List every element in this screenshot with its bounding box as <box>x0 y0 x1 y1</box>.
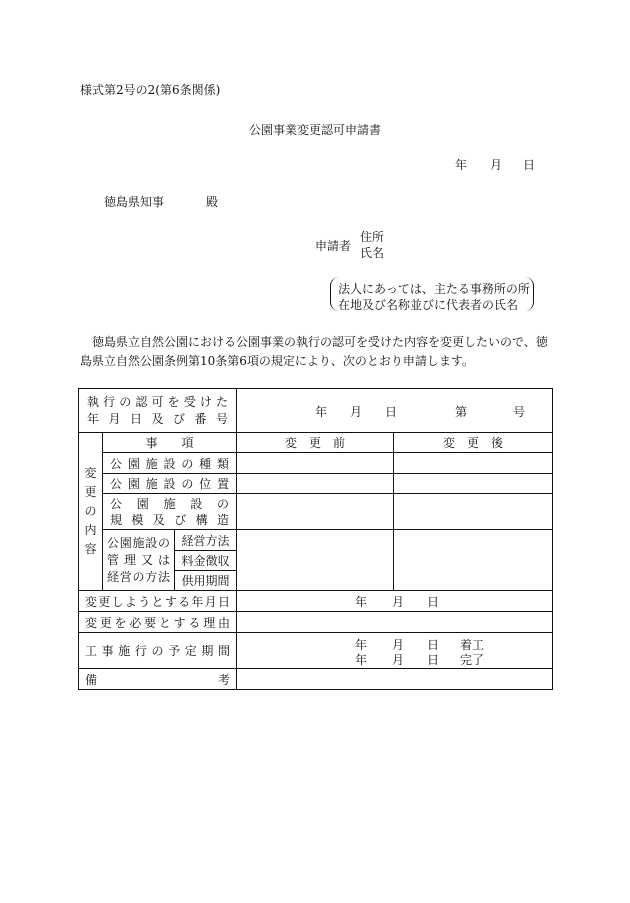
approval-year: 年 <box>315 404 328 419</box>
approval-row <box>79 389 553 433</box>
remarks-label: 備 考 <box>79 669 237 690</box>
facility-type-after[interactable] <box>394 453 553 474</box>
note-line-2: 在地及び名称並びに代表者の氏名 <box>338 298 519 312</box>
sub-item-period: 供用期間 <box>175 571 237 591</box>
change-content-label: 変 更 の 内 容 <box>79 433 103 591</box>
sub-item-fee: 料金徴収 <box>175 551 237 571</box>
period-value[interactable]: 年 月 日 着工 年 月 日 完了 <box>237 633 553 669</box>
period-row <box>79 633 553 669</box>
note-line-1: 法人にあっては、主たる事務所の所 <box>338 282 530 296</box>
management-row-1 <box>79 530 553 551</box>
facility-type-before[interactable] <box>237 453 394 474</box>
application-table <box>78 388 553 690</box>
approval-day: 日 <box>385 404 398 419</box>
date-day: 日 <box>523 158 536 172</box>
management-before[interactable] <box>237 530 394 591</box>
facility-scale-before[interactable] <box>237 494 394 530</box>
management-after[interactable] <box>394 530 553 591</box>
facility-location-label: 公園施設の位置 <box>103 474 237 494</box>
sub-item-operation: 経営方法 <box>175 530 237 551</box>
facility-location-after[interactable] <box>394 474 553 494</box>
approval-no-prefix: 第 <box>455 404 468 419</box>
change-date-label: 変更しようとする年月日 <box>79 591 237 612</box>
remarks-row <box>79 669 553 690</box>
date-year: 年 <box>455 158 468 172</box>
facility-location-before[interactable] <box>237 474 394 494</box>
applicant-label: 申請者 <box>315 239 352 253</box>
header-row <box>79 433 553 453</box>
document-title: 公園事業変更認可申請書 <box>248 123 381 137</box>
before-header: 変 更 前 <box>237 433 394 453</box>
body-paragraph: 徳島県立自然公園における公園事業の執行の認可を受けた内容を変更したいので、徳島県立自然公園条例第10条第6項の規定により、次のとおり申請します。 <box>80 335 548 368</box>
reason-value[interactable] <box>237 612 553 633</box>
approval-label-cell <box>79 389 237 433</box>
facility-scale-row <box>79 494 553 530</box>
date-month: 月 <box>490 158 503 172</box>
form-number: 様式第2号の2(第6条関係) <box>80 83 221 97</box>
period-label: 工事施行の予定期間 <box>79 633 237 669</box>
applicant-address-label: 住所 <box>360 230 385 244</box>
approval-no-suffix: 号 <box>513 404 526 419</box>
reason-row <box>79 612 553 633</box>
remarks-value[interactable] <box>237 669 553 690</box>
after-header: 変 更 後 <box>394 433 553 453</box>
facility-location-row <box>79 474 553 494</box>
honorific: 殿 <box>206 195 219 209</box>
change-date-row <box>79 591 553 612</box>
approval-month: 月 <box>350 404 363 419</box>
approval-label-line-1: 執行の認可を受けた <box>87 394 228 409</box>
applicant-name-label: 氏名 <box>360 246 385 260</box>
facility-type-label: 公園施設の種類 <box>103 453 237 474</box>
item-header: 事 項 <box>103 433 237 453</box>
reason-label: 変更を必要とする理由 <box>79 612 237 633</box>
addressee: 徳島県知事 <box>104 195 165 209</box>
facility-type-row <box>79 453 553 474</box>
facility-scale-after[interactable] <box>394 494 553 530</box>
management-label: 公園施設の 管理又は 経営の方法 <box>103 530 175 591</box>
change-date-value[interactable]: 年 月 日 <box>237 591 553 612</box>
approval-value-cell[interactable] <box>237 389 553 433</box>
approval-label-line-2: 年月日及び番号 <box>87 411 228 426</box>
facility-scale-label: 公園施設の 規模及び構造 <box>103 494 237 530</box>
